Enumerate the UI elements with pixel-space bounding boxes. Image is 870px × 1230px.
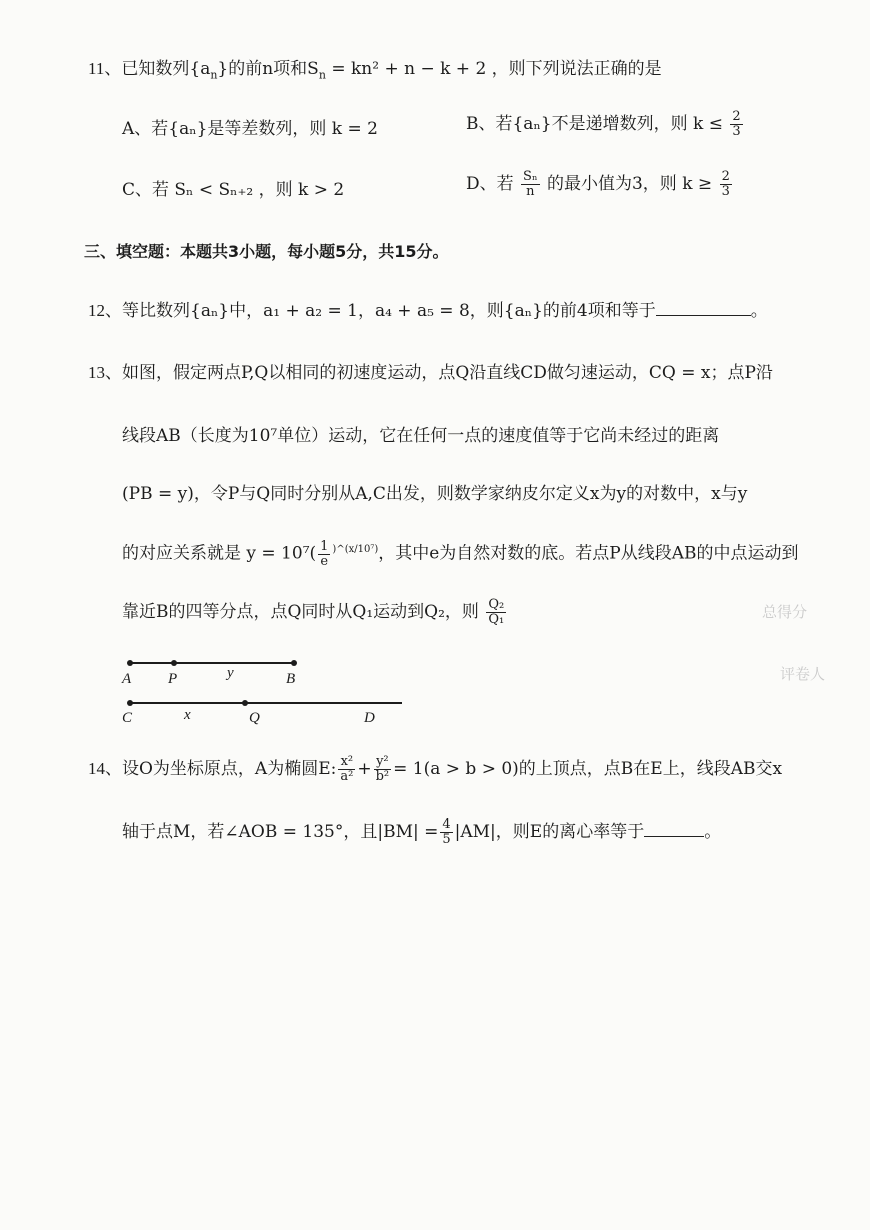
point-a (127, 660, 133, 666)
label-b: B (286, 671, 296, 687)
answer-blank-q14[interactable] (644, 820, 704, 837)
fraction-four-fifths: $\frac{4}{5}$ (442, 817, 451, 847)
q11-stem: 11、已知数列$\{a_n\}$的前n项和$S_n = kn^2 + n - k + 2$ ，则下列说法正确的是 (88, 59, 662, 82)
label-d: D (364, 710, 375, 725)
q14-line-2: 轴于点M，若∠AOB = 135°，且|BM| = $\frac{4}{5}$ |AM|，则E的离心率等于 。 (122, 817, 722, 847)
fraction-sn-over-n: $\frac{\text{Sₙ}}{n}$ (523, 169, 538, 199)
fraction-one-over-e: $\frac{1}{e}$ (320, 538, 329, 569)
fraction-x2-a2: $\frac{\text{x²}}{\text{a²}}$ (340, 754, 354, 784)
label-p: P (168, 671, 178, 687)
label-y: y (227, 665, 234, 681)
q13-line-5: 靠近B的四等分点，点Q同时从Q₁运动到Q₂，则 $\frac{\text{Q₂}}{\text{Q₁}}$ (122, 597, 505, 627)
q13-line-4: 的对应关系就是 y = 10⁷( $\frac{1}{e}$ $^{)\^{}(x/10^7)}$，其中e为自然对数的底。若点P从线段AB的中点运动到 (122, 538, 799, 569)
q12: 12、等比数列{aₙ}中，a₁ + a₂ = 1，a₄ + a₅ = 8，则{aₙ}的前4项和等于 。 (88, 301, 768, 321)
q11-option-a: A、若{aₙ}是等差数列，则 k = 2 (122, 119, 378, 139)
point-b (291, 660, 297, 666)
q11-option-b: B、若{aₙ}不是递增数列，则 k ≤ $\frac{2}{3}$ (466, 109, 741, 139)
fraction-y2-b2: $\frac{\text{y²}}{\text{b²}}$ (375, 754, 390, 784)
label-a: A (122, 671, 132, 687)
q11-option-d: D、若 $\frac{\text{Sₙ}}{n}$ 的最小值为3，则 k ≥ $\frac{2}{3}$ (466, 169, 730, 199)
point-q (242, 700, 248, 706)
napier-figure (112, 655, 432, 725)
label-q: Q (249, 710, 260, 725)
fraction-two-thirds: $\frac{2}{3}$ (732, 109, 741, 139)
fraction-two-thirds-d: $\frac{2}{3}$ (721, 169, 730, 199)
fraction-q2-over-q1: $\frac{\text{Q₂}}{\text{Q₁}}$ (488, 597, 505, 627)
faded-grader-label: 评卷人 (780, 665, 826, 683)
answer-blank-q12[interactable] (656, 299, 751, 316)
q14-line-1: 14、设O为坐标原点，A为椭圆E: $\frac{\text{x²}}{\text{a²}}$ + $\frac{\text{y²}}{\text{b²}}$ = 1(a > b > 0)的上顶点，点B在E上，线段AB交x (88, 754, 783, 784)
q13-line-2: 线段AB（长度为10⁷单位）运动，它在任何一点的速度值等于它尚未经过的距离 (122, 426, 720, 446)
label-x: x (184, 707, 191, 723)
q11-option-c: C、若 Sₙ < Sₙ₊₂ ，则 k > 2 (122, 180, 345, 200)
section-3-heading: 三、填空题：本题共3小题，每小题5分，共15分。 (84, 242, 449, 261)
point-c (127, 700, 133, 706)
q13-line-1: 13、如图，假定两点P,Q以相同的初速度运动，点Q沿直线CD做匀速运动，CQ = x；点P沿 (88, 363, 773, 383)
faded-score-label: 总得分 (762, 603, 808, 621)
q13-line-3: (PB = y)，令P与Q同时分别从A,C出发，则数学家纳皮尔定义x为y的对数中，x与y (122, 484, 748, 504)
label-c: C (122, 710, 133, 725)
point-p (171, 660, 177, 666)
